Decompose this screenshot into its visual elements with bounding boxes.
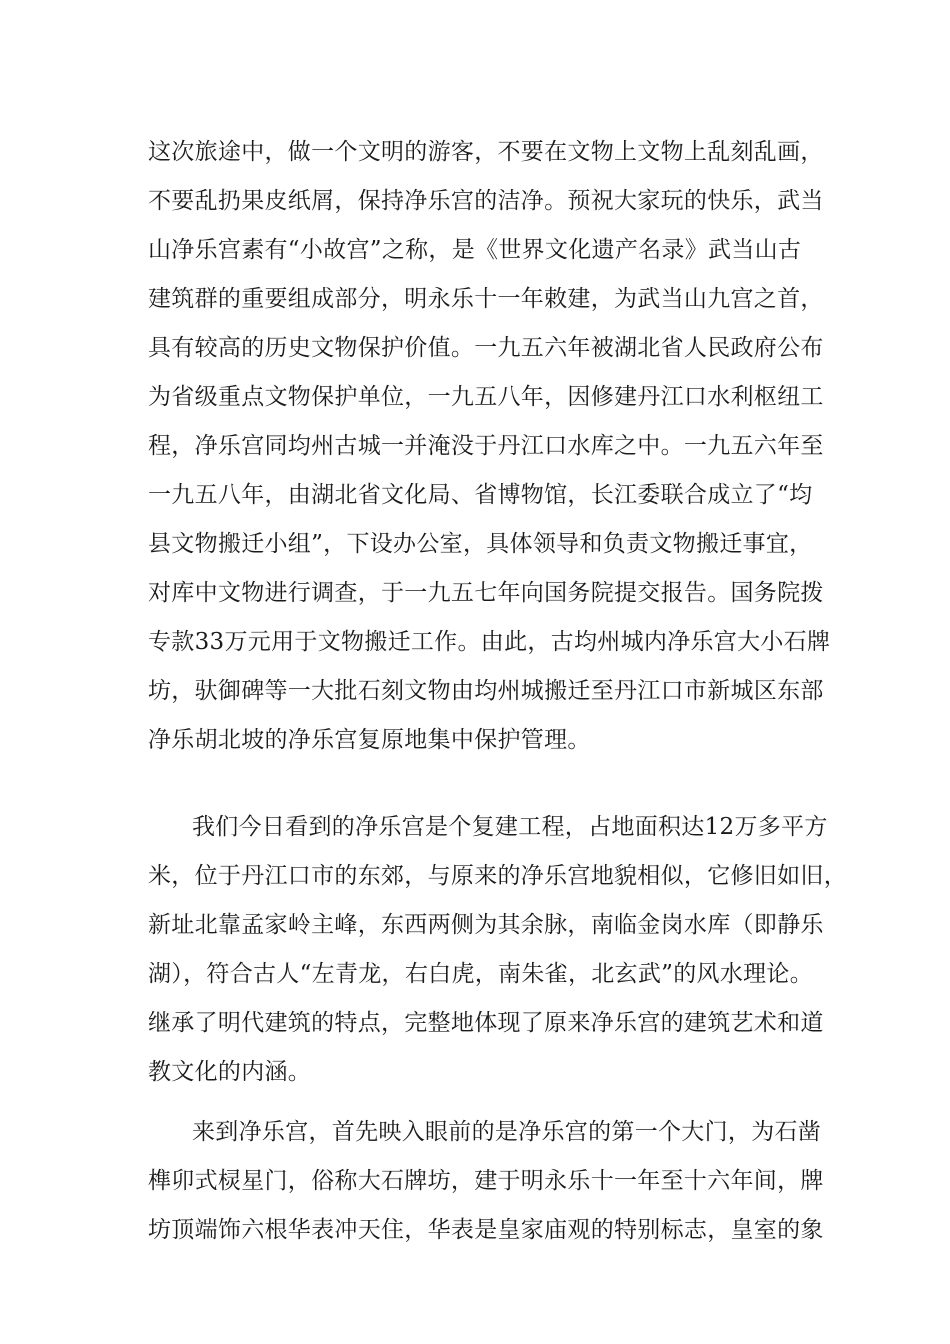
paragraph-first-line: 来到净乐宫，首先映入眼前的是净乐宫的第一个大门，为石凿 — [192, 1119, 822, 1145]
text-line: 县文物搬迁小组”，下设办公室，具体领导和负责文物搬迁事宜， — [148, 531, 813, 557]
text-line: 对库中文物进行调查，于一九五七年向国务院提交报告。国务院拨 — [148, 580, 824, 606]
text-line: 为省级重点文物保护单位，一九五八年，因修建丹江口水利枢纽工 — [148, 384, 824, 410]
text-line: 不要乱扔果皮纸屑，保持净乐宫的洁净。预祝大家玩的快乐，武当 — [148, 188, 824, 214]
paragraph-first-line: 我们今日看到的净乐宫是个复建工程，占地面积达12万多平方 — [192, 814, 828, 840]
text-line: 这次旅途中，做一个文明的游客，不要在文物上文物上乱刻乱画， — [148, 139, 824, 165]
text-line: 一九五八年，由湖北省文化局、省博物馆，长江委联合成立了“均 — [148, 482, 813, 508]
text-line: 新址北靠孟家岭主峰，东西两侧为其余脉，南临金岗水库（即静乐 — [148, 912, 824, 938]
text-line: 榫卯式棂星门，俗称大石牌坊，建于明永乐十一年至十六年间，牌 — [148, 1168, 824, 1194]
text-line: 湖），符合古人“左青龙，右白虎，南朱雀，北玄武”的风水理论。 — [148, 961, 814, 987]
text-line: 净乐胡北坡的净乐宫复原地集中保护管理。 — [148, 727, 591, 753]
text-line: 程，净乐宫同均州古城一并淹没于丹江口水库之中。一九五六年至 — [148, 433, 824, 459]
text-line: 专款33万元用于文物搬迁工作。由此，古均州城内净乐宫大小石牌 — [148, 629, 831, 655]
text-line: 山净乐宫素有“小故宫”之称，是《世界文化遗产名录》武当山古 — [148, 237, 802, 263]
text-line: 坊，驮御碑等一大批石刻文物由均州城搬迁至丹江口市新城区东部 — [148, 678, 824, 704]
text-line: 坊顶端饰六根华表冲天住，华表是皇家庙观的特别标志，皇室的象 — [148, 1217, 824, 1243]
text-line: 教文化的内涵。 — [148, 1059, 312, 1085]
text-line: 具有较高的历史文物保护价值。一九五六年被湖北省人民政府公布 — [148, 335, 824, 361]
text-line: 继承了明代建筑的特点，完整地体现了原来净乐宫的建筑艺术和道 — [148, 1010, 824, 1036]
text-line: 建筑群的重要组成部分，明永乐十一年敕建，为武当山九宫之首， — [148, 286, 824, 312]
text-line: 米，位于丹江口市的东郊，与原来的净乐宫地貌相似，它修旧如旧， — [148, 863, 847, 889]
